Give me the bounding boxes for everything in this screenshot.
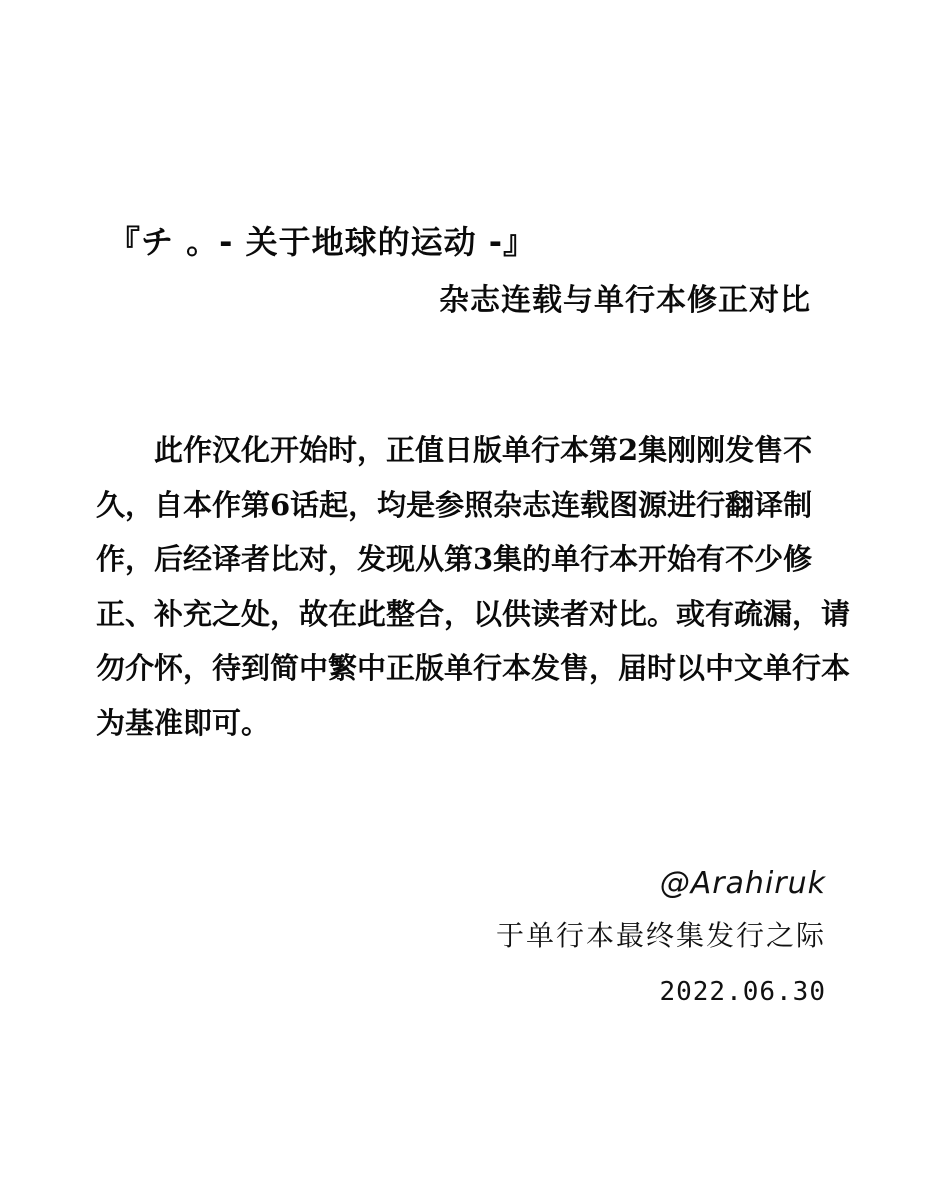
signature-block [496,862,826,1010]
signature-date: 2022.06.30 [659,977,826,1007]
document-title: 『チ 。- 关于地球的运动 -』 [108,223,536,261]
author-handle: @Arahiruk [659,866,826,901]
document-subtitle: 杂志连载与单行本修正对比 [439,283,811,318]
signature-note: 于单行本最终集发行之际 [495,919,826,952]
body-paragraph: 此作汉化开始时，正值日版单行本第2集刚刚发售不久，自本作第6话起，均是参照杂志连载图源进行翻译制作，后经译者比对，发现从第3集的单行本开始有不少修正、补充之处，故在此整合，以供读者对比。或有疏漏，请勿介怀，待到简中繁中正版单行本发售，届时以中文单行本为基准即可。 [96,433,851,740]
